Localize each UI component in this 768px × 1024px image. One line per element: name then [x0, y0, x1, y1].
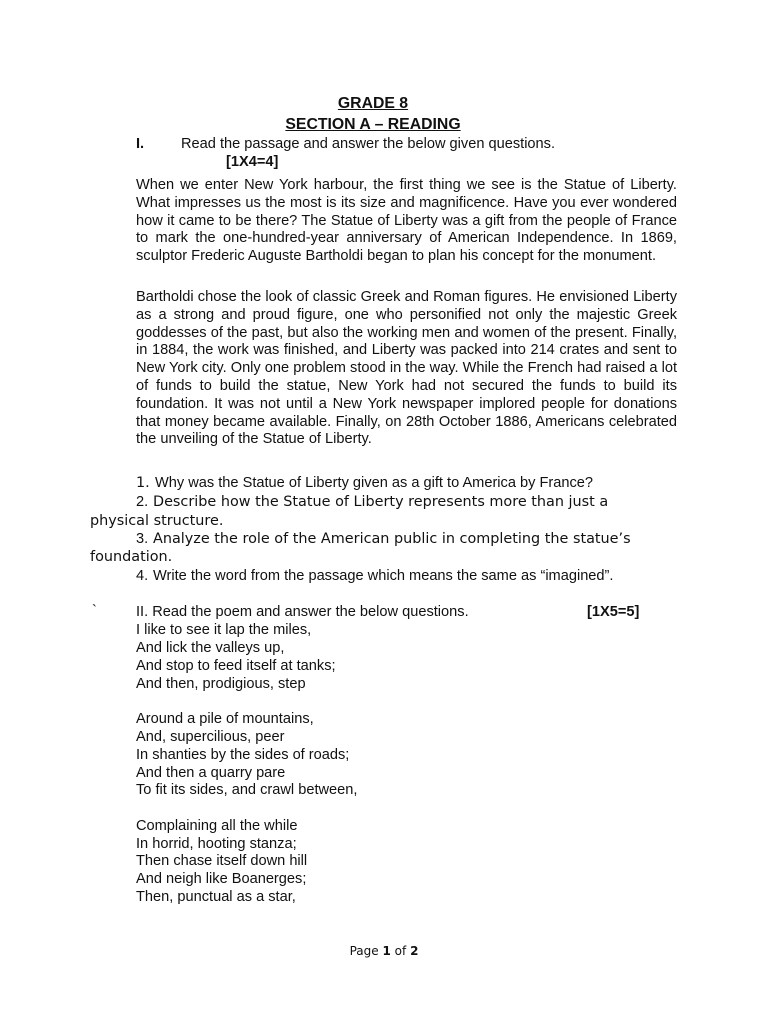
question-3-text-line-2: foundation. [90, 549, 173, 565]
footer-page-number: 1 [382, 944, 391, 958]
part2-instruction: II. Read the poem and answer the below questions. [136, 604, 469, 620]
question-1-text: Why was the Statue of Liberty given as a gift to America by France? [155, 475, 594, 491]
poem-line: And then, prodigious, step [136, 676, 306, 692]
section-heading: SECTION A – READING [285, 116, 461, 133]
poem-line: And then a quarry pare [136, 765, 286, 781]
question-1-number: 1. [136, 475, 150, 491]
question-2-number: 2. [136, 494, 149, 510]
question-3-text-line-1: Analyze the role of the American public in completing the statue’s [153, 531, 631, 547]
poem-line: And stop to feed itself at tanks; [136, 658, 336, 674]
part1-numeral: I. [136, 136, 145, 152]
question-4-number: 4. [136, 568, 149, 584]
question-2-text-line-2: physical structure. [90, 513, 224, 529]
poem-line: Then, punctual as a star, [136, 889, 296, 905]
poem-line: In shanties by the sides of roads; [136, 747, 350, 763]
poem-line: In horrid, hooting stanza; [136, 836, 297, 852]
question-4-text: Write the word from the passage which means the same as “imagined”. [153, 568, 614, 584]
poem-line: And neigh like Boanerges; [136, 871, 307, 887]
question-2-text-line-1: Describe how the Statue of Liberty represents more than just a [153, 494, 609, 510]
footer-page-total: 2 [410, 944, 419, 958]
footer-of-word: of [394, 944, 407, 958]
poem-line: I like to see it lap the miles, [136, 622, 312, 638]
part2-marks: [1X5=5] [587, 604, 640, 620]
page-footer [0, 944, 768, 958]
passage-paragraph-2: Bartholdi chose the look of classic Greek and Roman figures. He envisioned Liberty as a strong and proud figure, one who personified not only the majestic Greek goddesses of the past, but also the working men and women of the present. Finally, in 1884, the work was finished, and Liberty was packed into 214 crates and sent to New York city. Only one problem stood in the way. While the French had raised a lot of funds to build the statue, New York had not secured the funds to build its foundation. It was not until a New York newspaper implored people for donations that money became available. Finally, on 28th October 1886, Americans celebrated the unveiling of the Statue of Liberty. [136, 289, 677, 448]
poem-line: Complaining all the while [136, 818, 298, 834]
poem-line: Then chase itself down hill [136, 853, 308, 869]
poem-line: Around a pile of mountains, [136, 711, 314, 727]
passage-paragraph-1: When we enter New York harbour, the first thing we see is the Statue of Liberty. What impresses us the most is its size and magnificence. Have you ever wondered how it came to be there? The Statue of Liberty was a gift from the people of France to mark the one-hundred-year anniversary of American Independence. In 1869, sculptor Frederic Auguste Bartholdi began to plan his concept for the monument. [136, 177, 677, 265]
poem-line: And, supercilious, peer [136, 729, 285, 745]
footer-page-word: Page [349, 944, 379, 958]
grade-heading: GRADE 8 [337, 95, 409, 112]
part1-instruction: Read the passage and answer the below given questions. [181, 136, 556, 152]
poem-line: And lick the valleys up, [136, 640, 285, 656]
question-3-number: 3. [136, 531, 149, 547]
poem-line: To fit its sides, and crawl between, [136, 782, 358, 798]
part1-marks: [1X4=4] [226, 154, 279, 170]
part2-tick-mark: ` [92, 603, 97, 619]
